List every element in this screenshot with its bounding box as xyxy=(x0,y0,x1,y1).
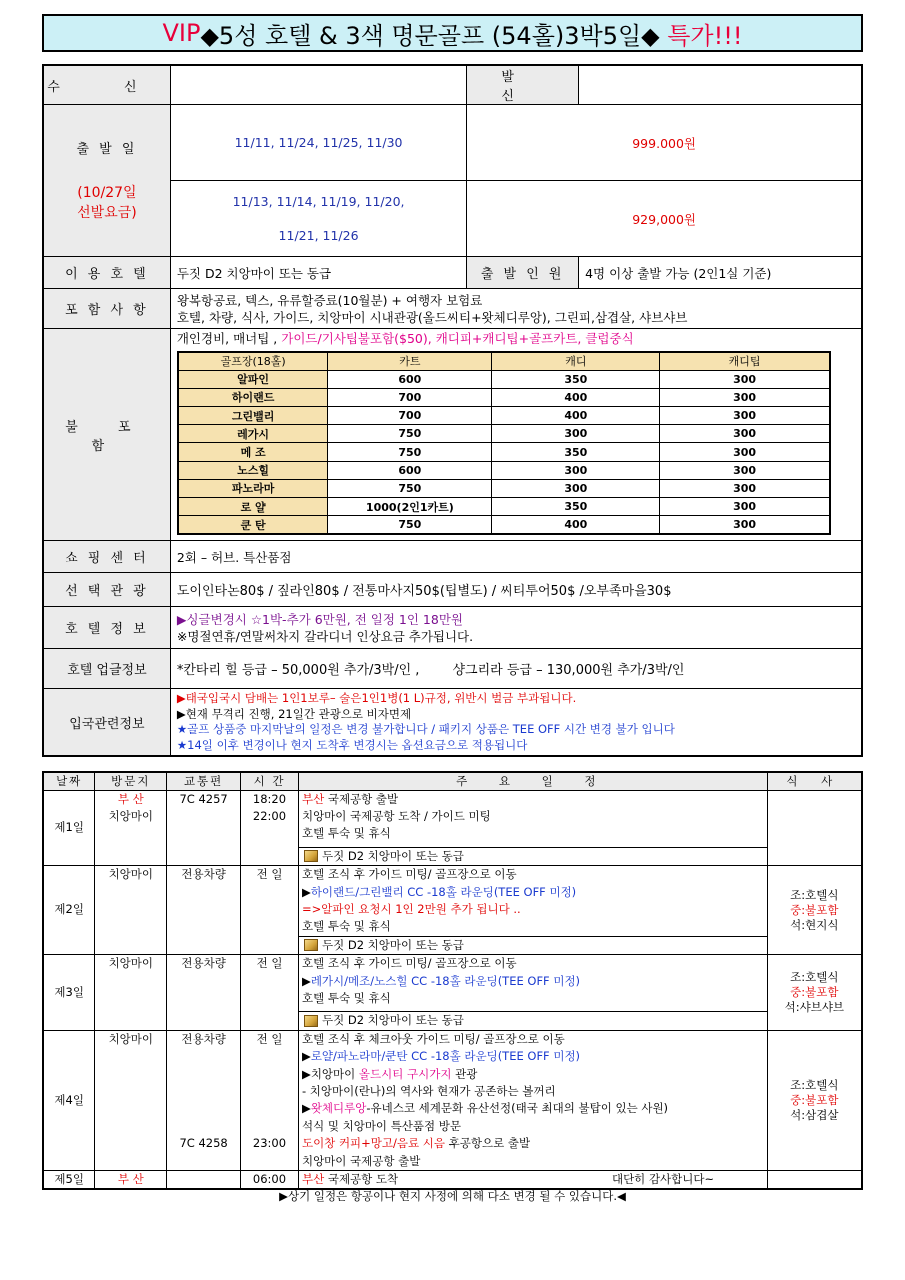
day1-time-2: 22:00 xyxy=(252,808,287,823)
day4-label: 제4일 xyxy=(43,1030,95,1170)
day1-itinerary xyxy=(298,790,767,866)
day2-meal-2: 중:불포함 xyxy=(790,902,839,917)
included-line2: 호텔, 차량, 식사, 가이드, 치앙마이 시내관광(올드씨티+왓체디루앙), 그린피,삼겹살, 샤브샤브 xyxy=(176,309,688,325)
golf-row xyxy=(178,425,830,443)
day4-transport: 전용차량 xyxy=(181,1031,226,1046)
golf-cart: 750 xyxy=(328,443,492,461)
golf-row xyxy=(178,407,830,425)
day4-line7a: 도이창 커피+망고/음료 시음 xyxy=(301,1136,445,1151)
golf-cart: 750 xyxy=(328,516,492,534)
day3-meal-1: 조:호텔식 xyxy=(790,969,839,984)
day2-line4: 호텔 투숙 및 휴식 xyxy=(301,919,391,934)
day5-line1a: 부산 xyxy=(301,1172,325,1187)
golf-cart: 600 xyxy=(328,370,492,388)
hotel-cube-icon xyxy=(304,1015,318,1027)
golf-caddy: 350 xyxy=(492,443,660,461)
day5-transport xyxy=(167,1171,241,1190)
day4-line3b: 올드시티 구시가지 xyxy=(358,1066,452,1081)
departure-dates-1: 11/11, 11/24, 11/25, 11/30 xyxy=(170,105,466,181)
entry-line1: ▶태국입국시 담배는 1인1보루– 술은1인1병(1 L)규정, 위반시 벌금 부과됩니다. xyxy=(176,691,577,705)
departure-cell xyxy=(43,105,170,257)
sched-header-place: 방문지 xyxy=(95,772,167,790)
golf-row xyxy=(178,443,830,461)
day5-thanks: 대단히 감사합니다~ xyxy=(611,1172,715,1187)
day2-meal-3: 석:현지식 xyxy=(790,917,839,932)
golf-tip: 300 xyxy=(660,425,830,443)
footer-note: ▶상기 일정은 항공이나 현지 사정에 의해 다소 변경 될 수 있습니다.◀ xyxy=(279,1189,626,1203)
golf-course: 쿤 탄 xyxy=(178,516,328,534)
hotelinfo-line2: ※명절연휴/연말써차지 갈라디너 인상요금 추가됩니다. xyxy=(176,628,474,644)
day4-time-2: 23:00 xyxy=(252,1136,287,1151)
sched-header-date: 날짜 xyxy=(43,772,95,790)
day2-line2 xyxy=(302,884,767,901)
day2-line1: 호텔 조식 후 가이드 미팅/ 골프장으로 이동 xyxy=(301,867,517,882)
day3-time: 전 일 xyxy=(241,955,299,1031)
golf-header-course: 골프장(18홀) xyxy=(178,352,328,370)
day3-hotel-name: 두짓 D2 치앙마이 또는 동급 xyxy=(321,1013,464,1028)
day4-line3 xyxy=(302,1066,767,1083)
day3-place: 치앙마이 xyxy=(95,955,167,1031)
golf-caddy: 350 xyxy=(492,370,660,388)
day2-meal-1: 조:호텔식 xyxy=(790,887,839,902)
sched-header-time: 시 간 xyxy=(241,772,299,790)
departure-dates-2 xyxy=(170,181,466,257)
day5-label: 제5일 xyxy=(43,1171,95,1190)
excluded-text-b: 가이드/기사팁불포함($50), 캐디피+캐디팁+골프카트, 클럽중식 xyxy=(281,331,634,346)
day4-meal-3: 석:삼겹살 xyxy=(790,1107,839,1122)
day4-line3a: ▶치앙마이 xyxy=(301,1066,359,1081)
day4-time-cell xyxy=(241,1030,299,1170)
day3-meal-2: 중:불포함 xyxy=(790,984,839,999)
day1-place xyxy=(95,790,167,866)
day3-meal xyxy=(767,955,862,1031)
people-label: 출 발 인 원 xyxy=(467,257,579,289)
golf-row xyxy=(178,370,830,388)
entry-value xyxy=(170,689,862,757)
upgrade-value: *칸타리 힐 등급 – 50,000원 추가/3박/인 , 샹그리라 등급 – 130,000원 추가/3박/인 xyxy=(170,649,862,689)
hotel-value: 두짓 D2 치앙마이 또는 동급 xyxy=(170,257,466,289)
sched-header-transport: 교통편 xyxy=(167,772,241,790)
golf-cart: 700 xyxy=(328,388,492,406)
golf-course: 로 얄 xyxy=(178,498,328,516)
day1-place-2: 치앙마이 xyxy=(108,808,153,823)
day5-itinerary xyxy=(298,1171,767,1190)
hotel-label: 이 용 호 텔 xyxy=(43,257,170,289)
day3-line2a: ▶ xyxy=(301,973,311,988)
golf-header-cart: 카트 xyxy=(328,352,492,370)
golf-caddy: 300 xyxy=(492,479,660,497)
included-label: 포 함 사 항 xyxy=(43,289,170,329)
day4-line5 xyxy=(302,1100,767,1117)
golf-tip: 300 xyxy=(660,407,830,425)
day2-hotel-name: 두짓 D2 치앙마이 또는 동급 xyxy=(321,937,464,952)
day3-label: 제3일 xyxy=(43,955,95,1031)
excluded-label: 불 포 함 xyxy=(43,329,170,541)
day4-line8: 치앙마이 국제공항 출발 xyxy=(301,1153,421,1168)
day2-place: 치앙마이 xyxy=(95,866,167,955)
info-table xyxy=(42,64,863,757)
entry-line2: ▶현재 무격리 진행, 21일간 관광으로 비자면제 xyxy=(176,706,412,721)
day1-time xyxy=(241,790,299,866)
golf-tip: 300 xyxy=(660,370,830,388)
day4-line7 xyxy=(302,1135,767,1152)
golf-header-caddy: 캐디 xyxy=(492,352,660,370)
price-2: 929,000원 xyxy=(467,181,862,257)
golf-tip: 300 xyxy=(660,461,830,479)
schedule-row-day3 xyxy=(43,955,862,1031)
day1-hotel-name: 두짓 D2 치앙마이 또는 동급 xyxy=(321,848,464,863)
sched-header-itinerary: 주 요 일 정 xyxy=(298,772,767,790)
day4-line5c: -유네스코 세계문화 유산선정(태국 최대의 불탑이 있는 사원) xyxy=(366,1101,669,1116)
day2-line3: =>알파인 요청시 1인 2만원 추가 됩니다 .. xyxy=(301,901,521,916)
day3-itinerary xyxy=(298,955,767,1031)
schedule-row-day2 xyxy=(43,866,862,955)
title-prefix: VIP xyxy=(162,19,201,47)
golf-course: 노스힐 xyxy=(178,461,328,479)
day4-line5a: ▶ xyxy=(301,1101,311,1116)
golf-course: 레가시 xyxy=(178,425,328,443)
shopping-label: 쇼 핑 센 터 xyxy=(43,541,170,573)
excluded-text xyxy=(171,329,861,349)
day1-line1b: 국제공항 출발 xyxy=(324,791,399,806)
schedule-row-day4 xyxy=(43,1030,862,1170)
day1-flight: 7C 4257 xyxy=(167,790,241,866)
hotelinfo-value xyxy=(170,607,862,649)
day1-hotel xyxy=(299,847,767,865)
golf-course: 알파인 xyxy=(178,370,328,388)
departure-note: (10/27일 선발요금) xyxy=(77,185,137,221)
day3-meal-3: 석:샤브샤브 xyxy=(784,999,845,1014)
upgrade-label: 호텔 업글정보 xyxy=(43,649,170,689)
day4-line6: 석식 및 치앙마이 특산품점 방문 xyxy=(301,1118,462,1133)
day5-meal xyxy=(767,1171,862,1190)
golf-course: 그린밸리 xyxy=(178,407,328,425)
day4-meal xyxy=(767,1030,862,1170)
excluded-text-a: 개인경비, 매너팁 , xyxy=(176,331,282,346)
sender-value xyxy=(579,65,862,105)
golf-caddy: 400 xyxy=(492,388,660,406)
day4-line7b: 후공항으로 출발 xyxy=(445,1136,531,1151)
golf-tip: 300 xyxy=(660,498,830,516)
golf-row xyxy=(178,498,830,516)
golf-tip: 300 xyxy=(660,388,830,406)
day4-line2b: 로얄/파노라마/쿤탄 CC -18홀 라운딩(TEE OFF 미정) xyxy=(310,1049,581,1064)
golf-course: 파노라마 xyxy=(178,479,328,497)
day2-transport: 전용차량 xyxy=(167,866,241,955)
day1-line3: 호텔 투숙 및 휴식 xyxy=(301,826,391,841)
included-line1: 왕복항공료, 텍스, 유류할증료(10월분) + 여행자 보험료 xyxy=(176,292,483,308)
hotel-cube-icon xyxy=(304,850,318,862)
day1-meal xyxy=(767,790,862,866)
people-value: 4명 이상 출발 가능 (2인1실 기준) xyxy=(579,257,862,289)
excluded-value xyxy=(170,329,862,541)
day2-line2b: 하이랜드/그린밸리 CC -18홀 라운딩(TEE OFF 미정) xyxy=(310,884,577,899)
day4-time: 전 일 xyxy=(256,1031,283,1046)
day4-transport-cell xyxy=(167,1030,241,1170)
day2-hotel xyxy=(299,936,767,954)
golf-row xyxy=(178,461,830,479)
golf-caddy: 300 xyxy=(492,461,660,479)
day2-meal xyxy=(767,866,862,955)
schedule-row-day5 xyxy=(43,1171,862,1190)
departure-dates-2a: 11/13, 11/14, 11/19, 11/20, xyxy=(232,193,405,209)
day3-line2 xyxy=(302,973,767,990)
sender-label: 발 신 xyxy=(467,65,579,105)
title-main: ◆5성 호텔 & 3색 명문골프 (54홀)3박5일◆ xyxy=(200,21,668,50)
day5-line1b: 국제공항 도착 xyxy=(324,1172,399,1187)
recipient-value xyxy=(170,65,466,105)
golf-row xyxy=(178,388,830,406)
sched-header-meal: 식 사 xyxy=(767,772,862,790)
day1-time-1: 18:20 xyxy=(252,791,287,806)
golf-caddy: 400 xyxy=(492,407,660,425)
golf-tip: 300 xyxy=(660,516,830,534)
page-title xyxy=(42,14,863,52)
day4-line4: - 치앙마이(란나)의 역사와 현재가 공존하는 볼꺼리 xyxy=(301,1084,556,1098)
golf-cart: 750 xyxy=(328,479,492,497)
day1-place-1: 부 산 xyxy=(117,791,144,806)
day4-flight: 7C 4258 xyxy=(179,1136,228,1151)
entry-line4: ★14일 이후 변경이나 현지 도착후 변경시는 옵션요금으로 적용됩니다 xyxy=(176,737,528,752)
recipient-label: 수 신 xyxy=(43,65,170,105)
included-value xyxy=(170,289,862,329)
golf-tip: 300 xyxy=(660,443,830,461)
schedule-row-day1 xyxy=(43,790,862,866)
day2-itinerary xyxy=(298,866,767,955)
day1-line2: 치앙마이 국제공항 도착 / 가이드 미팅 xyxy=(301,808,491,823)
golf-row xyxy=(178,479,830,497)
departure-label: 출 발 일 xyxy=(76,142,138,157)
departure-dates-2b: 11/21, 11/26 xyxy=(278,227,359,243)
golf-course: 하이랜드 xyxy=(178,388,328,406)
day4-line1: 호텔 조식 후 체크아웃 가이드 미팅/ 골프장으로 이동 xyxy=(301,1031,565,1046)
golf-cart: 600 xyxy=(328,461,492,479)
day1-line1a: 부산 xyxy=(301,791,325,806)
golf-course: 메 조 xyxy=(178,443,328,461)
day4-line5b: 왓체디루앙 xyxy=(310,1101,367,1116)
day1-label: 제1일 xyxy=(43,790,95,866)
day2-label: 제2일 xyxy=(43,866,95,955)
entry-label: 입국관련정보 xyxy=(43,689,170,757)
golf-tip: 300 xyxy=(660,479,830,497)
golf-caddy: 350 xyxy=(492,498,660,516)
hotel-cube-icon xyxy=(304,939,318,951)
day2-line2a: ▶ xyxy=(301,884,311,899)
day4-line3c: 관광 xyxy=(451,1066,478,1081)
golf-caddy: 300 xyxy=(492,425,660,443)
day4-meal-1: 조:호텔식 xyxy=(790,1077,839,1092)
option-label: 선 택 관 광 xyxy=(43,573,170,607)
golf-cart: 700 xyxy=(328,407,492,425)
price-1: 999.000원 xyxy=(467,105,862,181)
day3-line2b: 레가시/메조/노스힐 CC -18홀 라운딩(TEE OFF 미정) xyxy=(310,973,581,988)
day4-itinerary xyxy=(298,1030,767,1170)
golf-header-caddy-tip: 캐디팁 xyxy=(660,352,830,370)
day2-time: 전 일 xyxy=(241,866,299,955)
golf-cart: 1000(2인1카트) xyxy=(328,498,492,516)
option-value: 도이인타논80$ / 짚라인80$ / 전통마사지50$(팁별도) / 씨티투어50$ /오부족마을30$ xyxy=(170,573,862,607)
day3-line1: 호텔 조식 후 가이드 미팅/ 골프장으로 이동 xyxy=(301,956,517,971)
day3-transport: 전용차량 xyxy=(167,955,241,1031)
schedule-table xyxy=(42,771,863,1190)
day5-time: 06:00 xyxy=(241,1171,299,1190)
hotelinfo-label: 호 텔 정 보 xyxy=(43,607,170,649)
day4-place: 치앙마이 xyxy=(95,1030,167,1170)
golf-cart: 750 xyxy=(328,425,492,443)
day3-hotel xyxy=(299,1011,767,1029)
shopping-value: 2회 – 허브. 특산품점 xyxy=(170,541,862,573)
title-suffix: 특가!!! xyxy=(667,21,743,50)
day1-line1 xyxy=(302,791,767,808)
entry-line3: ★골프 상품중 마지막날의 일정은 변경 불가합니다 / 패키지 상품은 TEE OFF 시간 변경 불가 입니다 xyxy=(176,722,675,736)
day4-line2 xyxy=(302,1048,767,1065)
hotelinfo-line1: ▶싱글변경시 ☆1박-추가 6만원, 전 일정 1인 18만원 xyxy=(176,611,463,627)
golf-fee-table xyxy=(177,351,831,535)
day3-line3: 호텔 투숙 및 휴식 xyxy=(301,990,391,1005)
golf-row xyxy=(178,516,830,534)
day4-meal-2: 중:불포함 xyxy=(790,1092,839,1107)
golf-caddy: 400 xyxy=(492,516,660,534)
day5-place: 부 산 xyxy=(95,1171,167,1190)
day4-line2a: ▶ xyxy=(301,1049,311,1064)
